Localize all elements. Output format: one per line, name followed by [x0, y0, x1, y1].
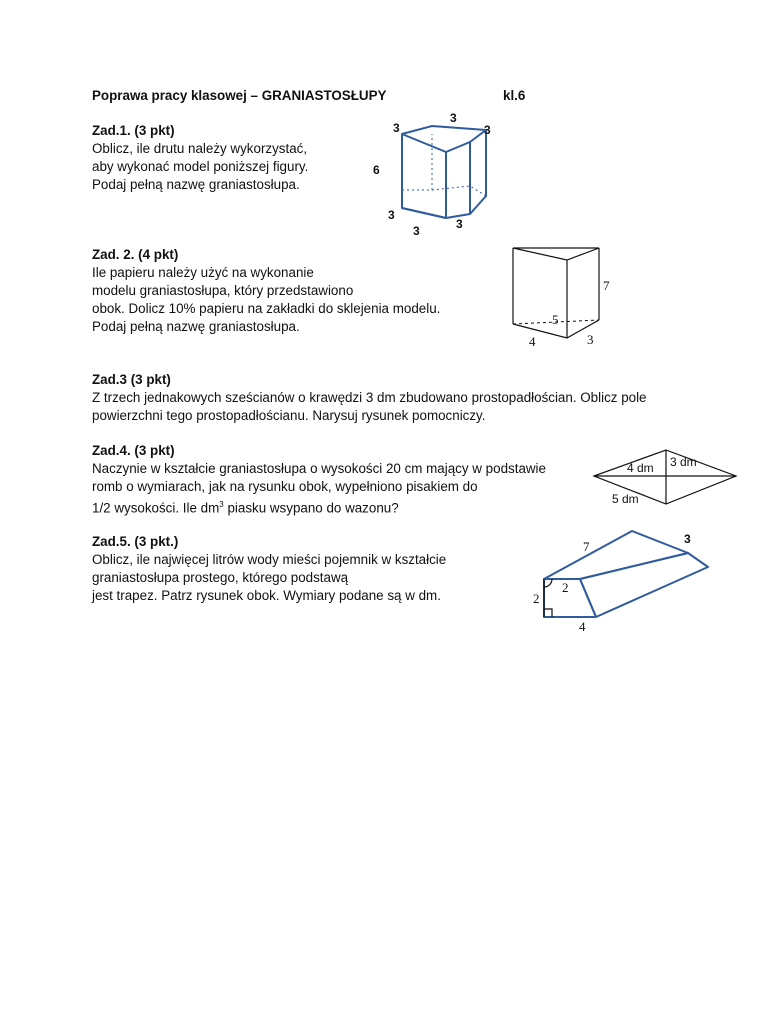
figure-trapezoid-prism: [528, 525, 718, 637]
fig4-label-half-other-diagonal: 3 dm: [670, 455, 697, 469]
task-5-heading: Zad.5. (3 pkt.): [92, 534, 179, 549]
fig5-label-width: 3: [684, 532, 691, 546]
fig1-label-top-right: 3: [484, 123, 491, 137]
page-title: Poprawa pracy klasowej – GRANIASTOSŁUPY: [92, 88, 387, 103]
figure-rhombus: [590, 446, 740, 514]
fig5-label-bottom-base: 4: [579, 619, 586, 634]
task-4-line-3-start: 1/2 wysokości. Ile dm: [92, 500, 220, 516]
fig1-label-bottom-left: 3: [388, 208, 395, 222]
fig2-label-back: 5: [552, 312, 559, 327]
figure-pentagonal-prism: [360, 108, 510, 243]
fig1-label-top: 3: [450, 111, 457, 125]
task-1-heading: Zad.1. (3 pkt): [92, 123, 175, 138]
task-5-line-3: jest trapez. Patrz rysunek obok. Wymiary podane są w dm.: [92, 588, 441, 603]
task-3-line-1: Z trzech jednakowych sześcianów o krawędzi 3 dm zbudowano prostopadłościan. Oblicz pole: [92, 390, 647, 405]
fig1-label-height: 6: [373, 163, 380, 177]
task-2-line-4: Podaj pełną nazwę graniastosłupa.: [92, 319, 300, 334]
task-5-line-1: Oblicz, ile najwięcej litrów wody mieści pojemnik w kształcie: [92, 552, 447, 567]
fig4-label-side: 5 dm: [612, 492, 639, 506]
task-4-line-2: romb o wymiarach, jak na rysunku obok, wypełniono pisakiem do: [92, 479, 478, 494]
task-3-heading: Zad.3 (3 pkt): [92, 372, 171, 387]
task-2-line-3: obok. Dolicz 10% papieru na zakładki do sklejenia modelu.: [92, 301, 441, 316]
fig5-label-height: 2: [533, 591, 540, 606]
fig2-label-front-left: 4: [529, 334, 536, 349]
fig1-label-bottom: 3: [413, 224, 420, 238]
task-5-line-2: graniastosłupa prostego, którego podstawą: [92, 570, 349, 585]
fig1-label-top-left: 3: [393, 121, 400, 135]
class-label: kl.6: [503, 88, 526, 103]
task-4-line-3-end: piasku wsypano do wazonu?: [227, 500, 399, 516]
task-2-line-2: modelu graniastosłupa, który przedstawiono: [92, 283, 354, 298]
task-4-line-1: Naczynie w kształcie graniastosłupa o wysokości 20 cm mający w podstawie: [92, 461, 546, 476]
task-4-line-3-superscript: 3: [219, 500, 224, 509]
task-1-line-2: aby wykonać model poniższej figury.: [92, 159, 309, 174]
task-2-line-1: Ile papieru należy użyć na wykonanie: [92, 265, 314, 280]
fig5-label-length: 7: [583, 539, 590, 554]
task-1-line-3: Podaj pełną nazwę graniastosłupa.: [92, 177, 300, 192]
figure-triangular-prism: [495, 238, 625, 353]
task-1-line-1: Oblicz, ile drutu należy wykorzystać,: [92, 141, 308, 156]
fig4-label-half-diagonal: 4 dm: [627, 461, 654, 475]
fig5-label-top-base: 2: [562, 580, 569, 595]
fig2-label-front-right: 3: [587, 332, 594, 347]
task-4-heading: Zad.4. (3 pkt): [92, 443, 175, 458]
fig1-label-bottom-right: 3: [456, 217, 463, 231]
task-4-line-3: [92, 496, 399, 517]
task-2-heading: Zad. 2. (4 pkt): [92, 247, 179, 262]
fig2-label-height: 7: [603, 278, 610, 293]
task-3-line-2: powierzchni tego prostopadłościanu. Narysuj rysunek pomocniczy.: [92, 408, 486, 423]
